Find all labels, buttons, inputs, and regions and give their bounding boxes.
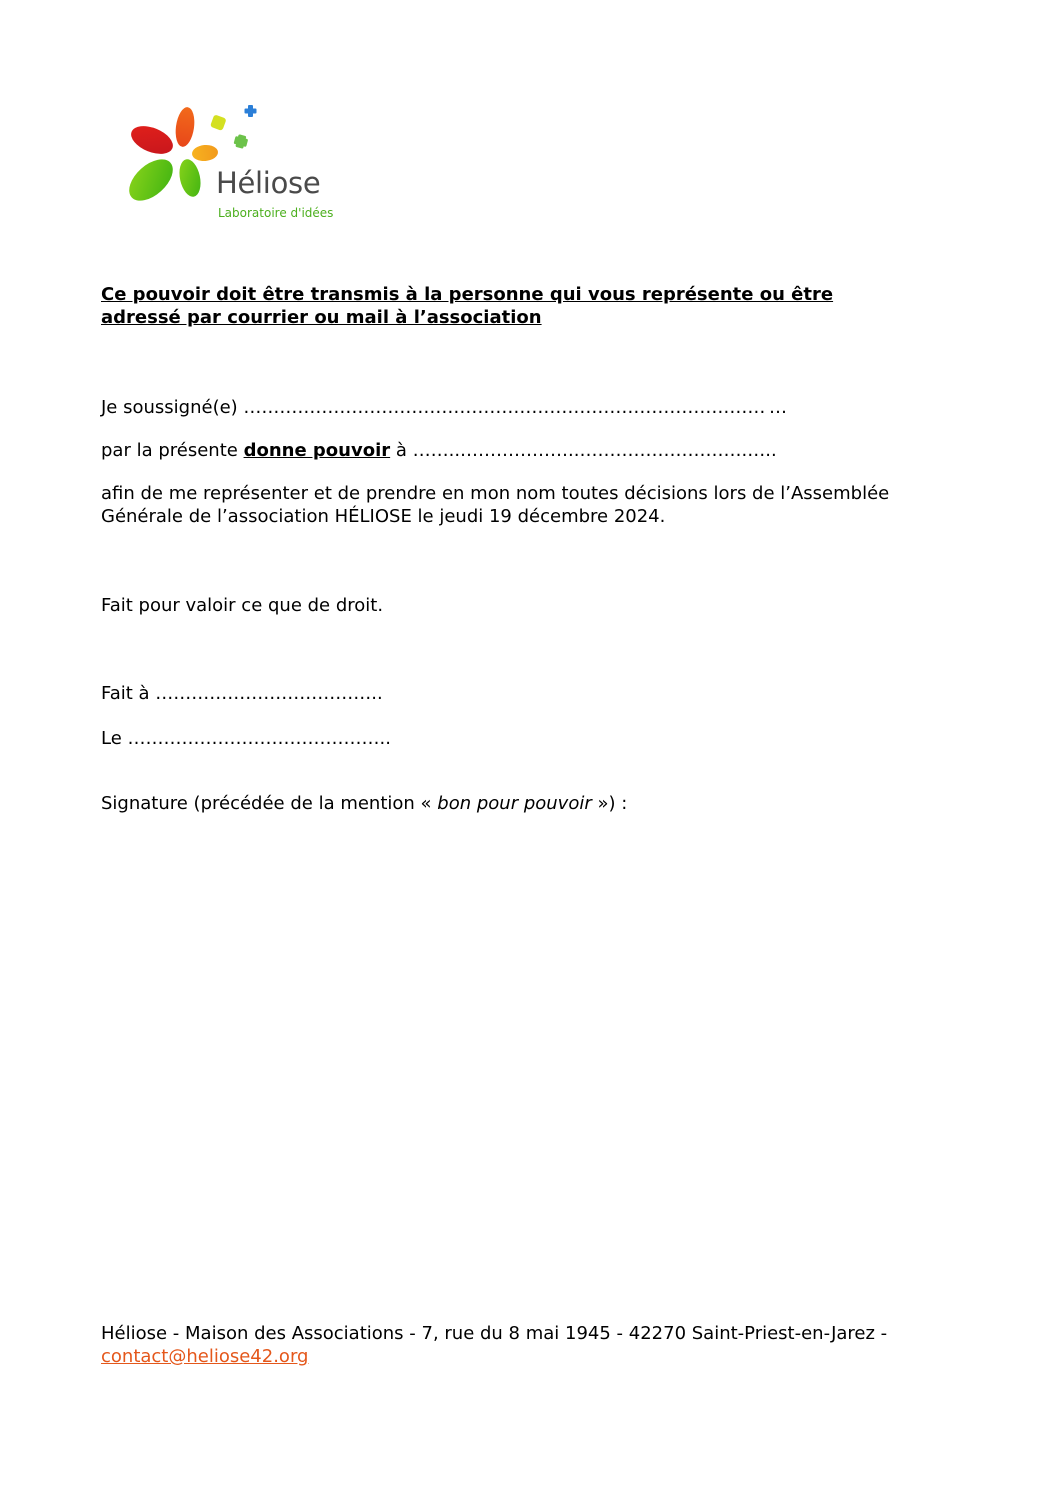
- logo-tagline: Laboratoire d'idées: [218, 206, 334, 220]
- footer-email-link[interactable]: contact@heliose42.org: [101, 1346, 309, 1367]
- transmission-notice: [101, 283, 961, 329]
- date-line: Le ……………………………………..: [101, 728, 391, 749]
- signature-mention: bon pour pouvoir: [437, 793, 592, 814]
- undersigned-line: Je soussigné(e) …………………………………………………………………………… …: [101, 397, 788, 418]
- logo-name: Héliose: [216, 166, 321, 200]
- notice-line-2: adressé par courrier ou mail à l’association: [101, 307, 542, 328]
- gives-power-line: [101, 439, 777, 462]
- signature-prefix: Signature (précédée de la mention «: [101, 793, 438, 814]
- gives-power-bold: donne pouvoir: [243, 440, 391, 461]
- place-line: Fait à ………………………………..: [101, 683, 383, 704]
- heliose-logo: [128, 100, 348, 230]
- notice-line-1: Ce pouvoir doit être transmis à la personne qui vous représente ou être: [101, 284, 834, 305]
- signature-line: [101, 792, 627, 815]
- purpose-line-2: Générale de l’association HÉLIOSE le jeudi 19 décembre 2024.: [101, 506, 666, 527]
- gives-prefix: par la présente: [101, 440, 244, 461]
- closing-statement: Fait pour valoir ce que de droit.: [101, 595, 384, 616]
- footer: [101, 1322, 887, 1368]
- gives-suffix: à ……..………………..……………………….…..: [390, 440, 777, 461]
- purpose-paragraph: [101, 482, 981, 528]
- footer-address: Héliose - Maison des Associations - 7, rue du 8 mai 1945 - 42270 Saint-Priest-en-Jarez -: [101, 1323, 888, 1344]
- purpose-line-1: afin de me représenter et de prendre en mon nom toutes décisions lors de l’Assemblée: [101, 483, 890, 504]
- signature-suffix: ») :: [591, 793, 628, 814]
